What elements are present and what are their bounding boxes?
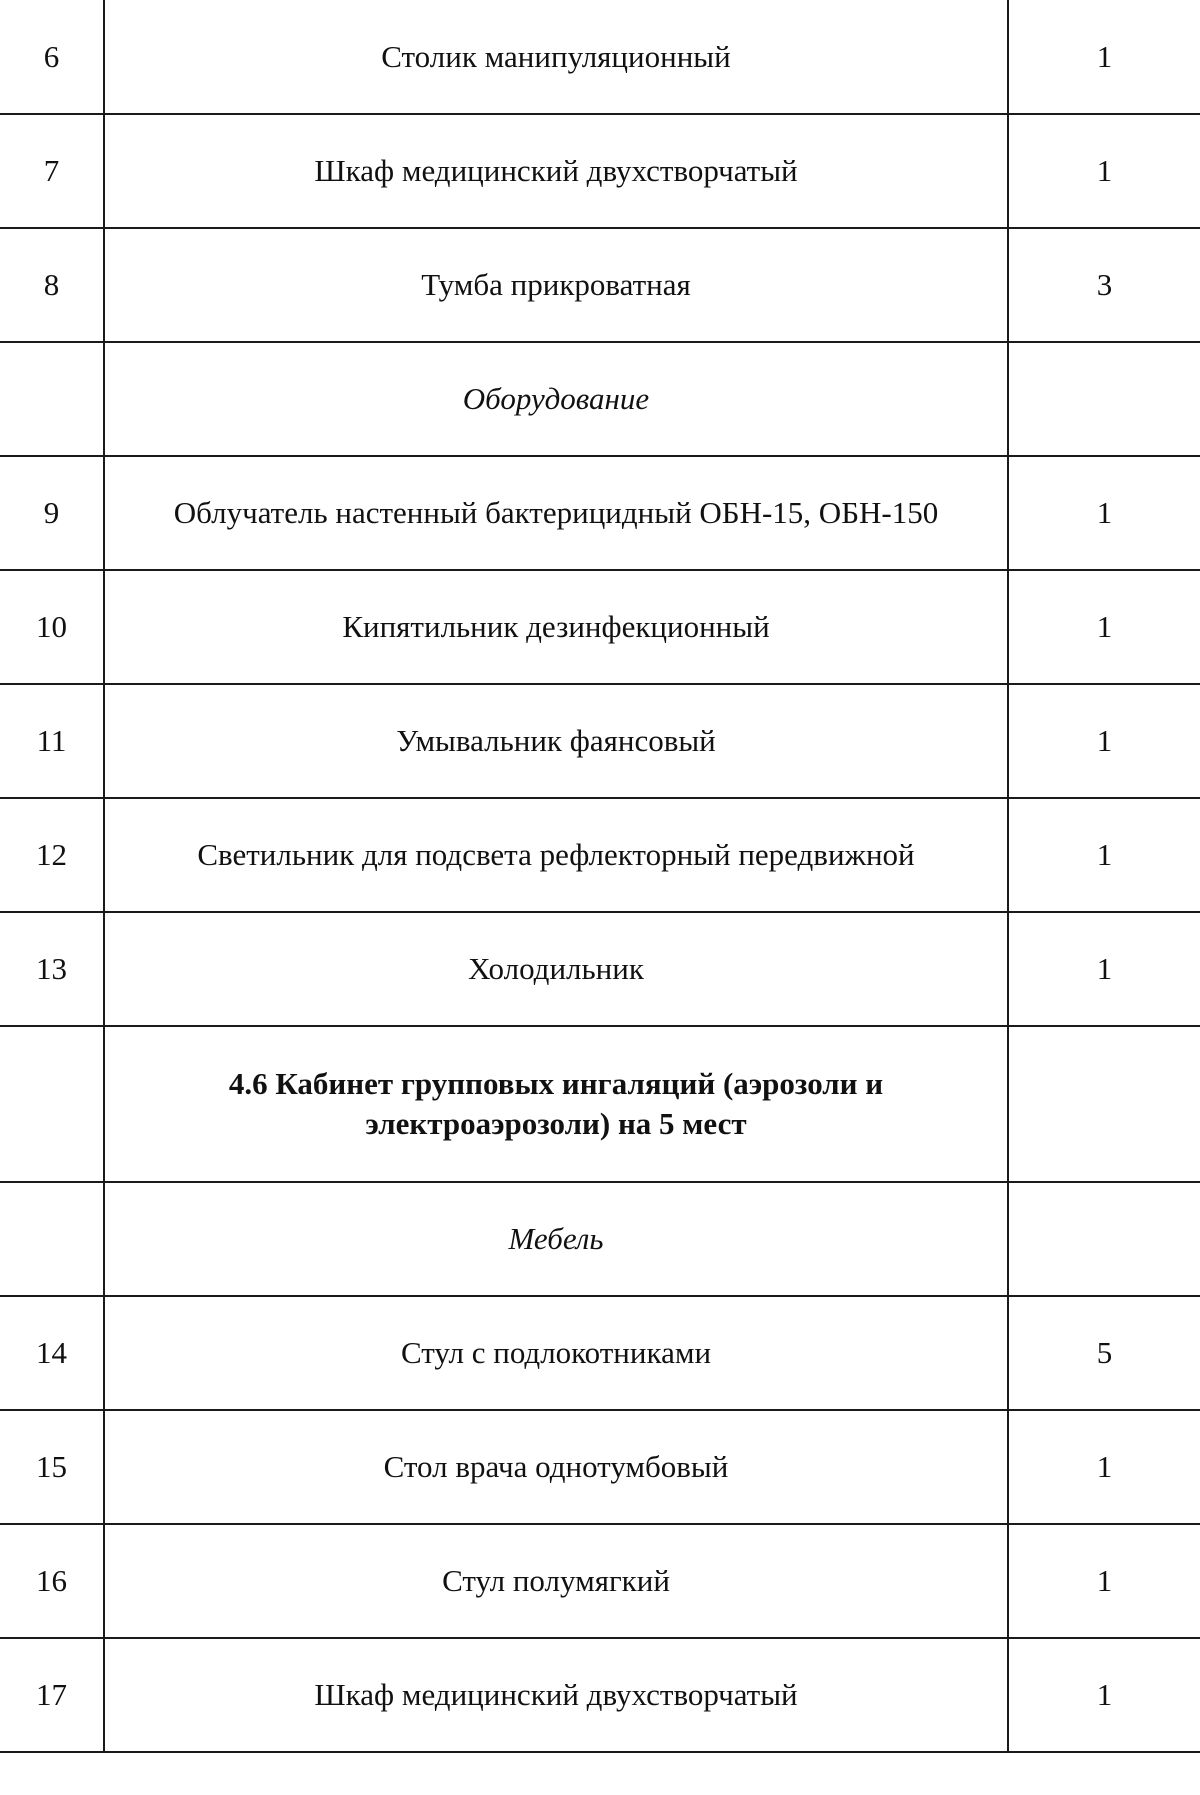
row-number: 14 xyxy=(0,1296,104,1410)
item-name: Стул с подлокотниками xyxy=(104,1296,1008,1410)
item-quantity: 1 xyxy=(1008,0,1200,114)
row-number: 8 xyxy=(0,228,104,342)
row-number: 7 xyxy=(0,114,104,228)
item-quantity: 3 xyxy=(1008,228,1200,342)
item-quantity: 1 xyxy=(1008,912,1200,1026)
table-row xyxy=(0,0,1200,114)
table-row xyxy=(0,456,1200,570)
item-quantity xyxy=(1008,1182,1200,1296)
item-name: Шкаф медицинский двухстворчатый xyxy=(104,1638,1008,1752)
item-name: Кипятильник дезинфекционный xyxy=(104,570,1008,684)
item-quantity: 1 xyxy=(1008,114,1200,228)
item-quantity: 5 xyxy=(1008,1296,1200,1410)
row-number: 15 xyxy=(0,1410,104,1524)
row-number: 10 xyxy=(0,570,104,684)
item-name: Тумба прикроватная xyxy=(104,228,1008,342)
item-name: Столик манипуляционный xyxy=(104,0,1008,114)
row-number: 9 xyxy=(0,456,104,570)
table-row xyxy=(0,798,1200,912)
item-quantity: 1 xyxy=(1008,1410,1200,1524)
item-quantity xyxy=(1008,1026,1200,1182)
category-row xyxy=(0,342,1200,456)
table-row xyxy=(0,1638,1200,1752)
table-row xyxy=(0,1524,1200,1638)
section-heading: 4.6 Кабинет групповых ингаляций (аэрозоли и электроаэрозоли) на 5 мест xyxy=(104,1026,1008,1182)
category-label: Оборудование xyxy=(104,342,1008,456)
row-number: 16 xyxy=(0,1524,104,1638)
item-quantity: 1 xyxy=(1008,798,1200,912)
row-number: 13 xyxy=(0,912,104,1026)
item-name: Светильник для подсвета рефлекторный передвижной xyxy=(104,798,1008,912)
category-row xyxy=(0,1182,1200,1296)
table-row xyxy=(0,684,1200,798)
item-quantity: 1 xyxy=(1008,456,1200,570)
item-quantity: 1 xyxy=(1008,570,1200,684)
section-heading-row xyxy=(0,1026,1200,1182)
item-name: Облучатель настенный бактерицидный ОБН-15, ОБН-150 xyxy=(104,456,1008,570)
row-number: 12 xyxy=(0,798,104,912)
item-name: Холодильник xyxy=(104,912,1008,1026)
table-row xyxy=(0,228,1200,342)
row-number xyxy=(0,1182,104,1296)
table-row xyxy=(0,1410,1200,1524)
table-row xyxy=(0,570,1200,684)
item-quantity: 1 xyxy=(1008,1524,1200,1638)
table-row xyxy=(0,114,1200,228)
item-name: Стул полумягкий xyxy=(104,1524,1008,1638)
row-number: 17 xyxy=(0,1638,104,1752)
table-row xyxy=(0,912,1200,1026)
item-quantity: 1 xyxy=(1008,1638,1200,1752)
row-number xyxy=(0,1026,104,1182)
row-number: 11 xyxy=(0,684,104,798)
item-name: Умывальник фаянсовый xyxy=(104,684,1008,798)
item-name: Шкаф медицинский двухстворчатый xyxy=(104,114,1008,228)
item-quantity: 1 xyxy=(1008,684,1200,798)
item-quantity xyxy=(1008,342,1200,456)
row-number xyxy=(0,342,104,456)
table-row xyxy=(0,1296,1200,1410)
category-label: Мебель xyxy=(104,1182,1008,1296)
item-name: Стол врача однотумбовый xyxy=(104,1410,1008,1524)
row-number: 6 xyxy=(0,0,104,114)
